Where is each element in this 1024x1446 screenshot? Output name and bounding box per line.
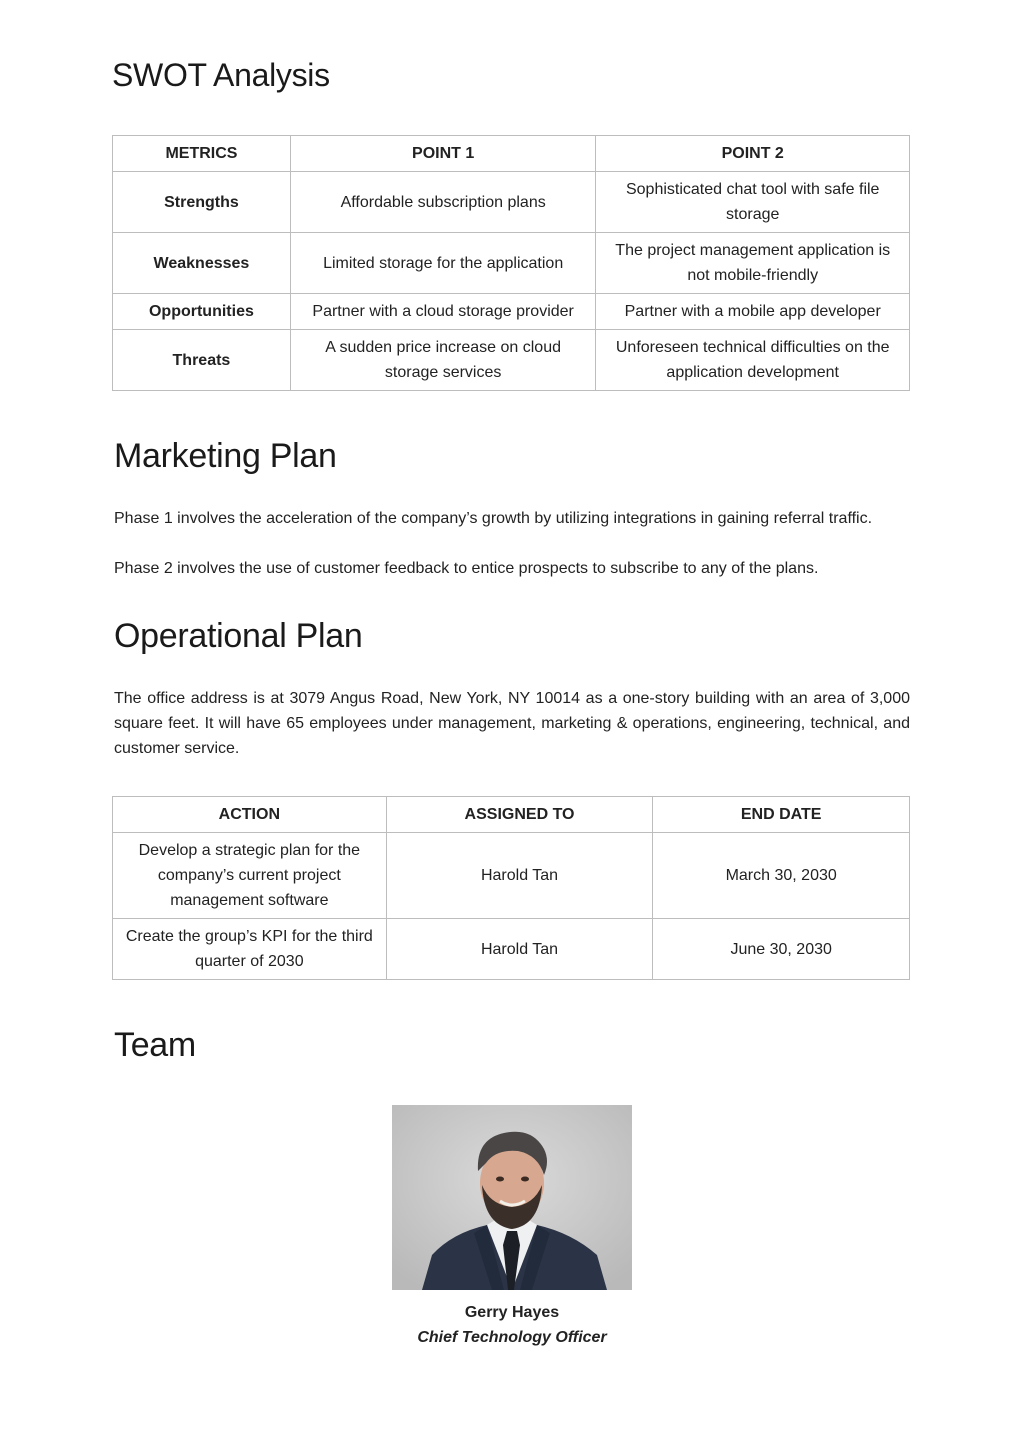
table-cell: Create the group’s KPI for the third quarter of 2030 bbox=[113, 919, 387, 980]
column-header: METRICS bbox=[113, 136, 291, 172]
table-cell: Harold Tan bbox=[386, 919, 653, 980]
table-row bbox=[113, 919, 910, 980]
metric-cell: Threats bbox=[113, 330, 291, 391]
team-member-photo bbox=[392, 1105, 632, 1290]
table-row bbox=[113, 330, 910, 391]
table-cell: Sophisticated chat tool with safe file storage bbox=[596, 172, 910, 233]
marketing-paragraph: Phase 1 involves the acceleration of the company’s growth by utilizing integrations in gaining referral traffic. bbox=[114, 510, 873, 527]
metric-cell: Opportunities bbox=[113, 294, 291, 330]
table-header-row bbox=[113, 797, 910, 833]
table-cell: Partner with a cloud storage provider bbox=[290, 294, 596, 330]
table-cell: The project management application is not mobile-friendly bbox=[596, 233, 910, 294]
marketing-paragraph: Phase 2 involves the use of customer feedback to entice prospects to subscribe to any of the plans. bbox=[114, 560, 819, 577]
column-header: POINT 1 bbox=[290, 136, 596, 172]
team-member-name: Gerry Hayes bbox=[464, 1304, 560, 1321]
column-header: ASSIGNED TO bbox=[386, 797, 653, 833]
table-row bbox=[113, 833, 910, 919]
operational-title: Operational Plan bbox=[114, 617, 363, 655]
table-cell: Harold Tan bbox=[386, 833, 653, 919]
operational-table bbox=[112, 796, 910, 980]
table-cell: Partner with a mobile app developer bbox=[596, 294, 910, 330]
table-cell: Develop a strategic plan for the company’s current project management software bbox=[113, 833, 387, 919]
table-cell: June 30, 2030 bbox=[653, 919, 910, 980]
table-cell: Unforeseen technical difficulties on the application development bbox=[596, 330, 910, 391]
portrait-illustration bbox=[392, 1105, 632, 1290]
metric-cell: Strengths bbox=[113, 172, 291, 233]
table-cell: A sudden price increase on cloud storage services bbox=[290, 330, 596, 391]
table-cell: Affordable subscription plans bbox=[290, 172, 596, 233]
column-header: END DATE bbox=[653, 797, 910, 833]
operational-paragraph: The office address is at 3079 Angus Road, New York, NY 10014 as a one-story building with an area of 3,000 square feet. It will have 65 employees under management, marketing & operations, engineering, technical, and customer service. bbox=[114, 690, 910, 757]
metric-cell: Weaknesses bbox=[113, 233, 291, 294]
swot-table bbox=[112, 135, 910, 391]
table-cell: March 30, 2030 bbox=[653, 833, 910, 919]
column-header: POINT 2 bbox=[596, 136, 910, 172]
marketing-title: Marketing Plan bbox=[114, 437, 337, 475]
table-row bbox=[113, 294, 910, 330]
team-title: Team bbox=[114, 1026, 196, 1064]
team-member-role: Chief Technology Officer bbox=[417, 1329, 607, 1346]
table-row bbox=[113, 233, 910, 294]
table-row bbox=[113, 172, 910, 233]
table-header-row bbox=[113, 136, 910, 172]
team-member-card bbox=[392, 1105, 632, 1350]
table-cell: Limited storage for the application bbox=[290, 233, 596, 294]
column-header: ACTION bbox=[113, 797, 387, 833]
swot-title: SWOT Analysis bbox=[112, 57, 330, 93]
